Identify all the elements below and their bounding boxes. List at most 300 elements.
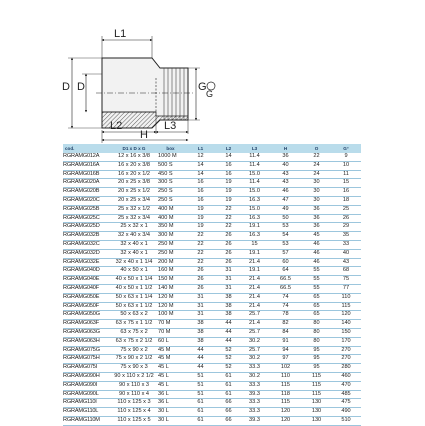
table-cell: 68 bbox=[331, 267, 361, 276]
table-cell: 14 bbox=[217, 153, 240, 161]
table-cell: 22 bbox=[217, 214, 240, 223]
table-cell: 80 bbox=[302, 337, 331, 346]
table-cell: 49 bbox=[269, 205, 302, 214]
table-cell: 30.2 bbox=[240, 372, 269, 381]
product-code-cell: RGRAMG050E bbox=[63, 293, 111, 302]
table-cell: 16 bbox=[184, 196, 217, 205]
product-code-cell: RGRAMG025B bbox=[63, 205, 111, 214]
table-cell: 45 L bbox=[157, 381, 184, 390]
table-row bbox=[63, 355, 361, 364]
table-cell: 55 bbox=[302, 284, 331, 293]
table-cell: 47 bbox=[269, 196, 302, 205]
table-cell: 250 M bbox=[157, 249, 184, 258]
table-cell: 57 bbox=[269, 249, 302, 258]
column-header: G° bbox=[331, 144, 361, 153]
table-cell: 38 bbox=[217, 311, 240, 320]
table-cell: 84 bbox=[269, 328, 302, 337]
table-cell: 19 bbox=[217, 188, 240, 197]
table-cell: 11.4 bbox=[240, 153, 269, 161]
table-cell: 25 x 32 x 3/4 bbox=[111, 214, 157, 223]
table-cell: 75 x 90 x 2 1/2 bbox=[111, 355, 157, 364]
table-cell: 36 bbox=[302, 205, 331, 214]
table-cell: 45 bbox=[302, 232, 331, 241]
table-cell: 120 M bbox=[157, 293, 184, 302]
table-cell: 22 bbox=[217, 205, 240, 214]
table-cell: 118 bbox=[269, 390, 302, 399]
table-cell: 15.0 bbox=[240, 188, 269, 197]
column-header: D1 x D x G bbox=[111, 144, 157, 153]
table-cell: 20 x 25 x 3/4 bbox=[111, 196, 157, 205]
table-cell: 16 x 20 x 3/8 bbox=[111, 161, 157, 170]
product-code-cell: RGRAMG063G bbox=[63, 328, 111, 337]
table-row bbox=[63, 293, 361, 302]
table-cell: 33.3 bbox=[240, 381, 269, 390]
table-row bbox=[63, 381, 361, 390]
table-cell: 36 bbox=[269, 153, 302, 161]
table-cell: 63 x 75 x 1 1/2 bbox=[111, 320, 157, 329]
table-cell: 80 bbox=[302, 320, 331, 329]
table-cell: 45 L bbox=[157, 364, 184, 373]
table-cell: 16 bbox=[217, 170, 240, 179]
table-cell: 25 x 32 x 1 bbox=[111, 223, 157, 232]
table-cell: 350 M bbox=[157, 223, 184, 232]
table-cell: 16 bbox=[184, 179, 217, 188]
table-cell: 95 bbox=[302, 346, 331, 355]
label-d-outer: D bbox=[62, 81, 70, 93]
table-cell: 31 bbox=[184, 302, 217, 311]
table-cell: 102 bbox=[269, 364, 302, 373]
table-cell: 61 bbox=[184, 416, 217, 425]
table-cell: 115 bbox=[302, 372, 331, 381]
table-cell: 110 bbox=[269, 372, 302, 381]
table-cell: 26 bbox=[184, 284, 217, 293]
table-cell: 14 bbox=[184, 161, 217, 170]
table-row bbox=[63, 364, 361, 373]
table-cell: 130 bbox=[302, 408, 331, 417]
table-cell: 44 bbox=[184, 346, 217, 355]
table-cell: 78 bbox=[269, 311, 302, 320]
table-cell: 38 bbox=[184, 328, 217, 337]
table-cell: 130 bbox=[302, 416, 331, 425]
table-cell: 66.5 bbox=[269, 276, 302, 285]
table-cell: 51 bbox=[184, 372, 217, 381]
table-cell: 10 bbox=[331, 161, 361, 170]
table-cell: 53 bbox=[269, 240, 302, 249]
table-cell: 110 x 125 x 5 bbox=[111, 416, 157, 425]
table-cell: 33 bbox=[331, 240, 361, 249]
table-cell: 21.4 bbox=[240, 320, 269, 329]
table-cell: 53 bbox=[269, 223, 302, 232]
table-cell: 115 bbox=[331, 302, 361, 311]
table-cell: 110 x 125 x 4 bbox=[111, 408, 157, 417]
table-cell: 80 bbox=[302, 328, 331, 337]
product-code-cell: RGRAMG032C bbox=[63, 240, 111, 249]
table-cell: 16.3 bbox=[240, 232, 269, 241]
table-cell: 32 x 40 x 1 1/4 bbox=[111, 258, 157, 267]
table-cell: 490 bbox=[331, 408, 361, 417]
table-cell: 450 S bbox=[157, 170, 184, 179]
product-code-cell: RGRAMG110L bbox=[63, 408, 111, 417]
table-cell: 9 bbox=[331, 153, 361, 161]
table-row bbox=[63, 196, 361, 205]
table-cell: 115 bbox=[302, 381, 331, 390]
table-cell: 14 bbox=[184, 170, 217, 179]
table-cell: 115 bbox=[302, 390, 331, 399]
table-cell: 55 bbox=[302, 276, 331, 285]
table-cell: 12 x 16 x 3/8 bbox=[111, 153, 157, 161]
table-cell: 25 x 32 x 1/2 bbox=[111, 205, 157, 214]
product-code-cell: RGRAMG063F bbox=[63, 320, 111, 329]
table-cell: 26 bbox=[217, 249, 240, 258]
table-cell: 475 bbox=[331, 399, 361, 408]
table-cell: 15 bbox=[240, 240, 269, 249]
label-l1: L1 bbox=[114, 28, 127, 40]
table-cell: 19.1 bbox=[240, 223, 269, 232]
table-cell: 70 M bbox=[157, 320, 184, 329]
table-cell: 52 bbox=[217, 346, 240, 355]
table-row bbox=[63, 408, 361, 417]
table-cell: 19 bbox=[217, 179, 240, 188]
table-cell: 33.3 bbox=[240, 399, 269, 408]
column-header: L2 bbox=[217, 144, 240, 153]
table-cell: 52 bbox=[217, 364, 240, 373]
table-row bbox=[63, 188, 361, 197]
table-cell: 30 L bbox=[157, 408, 184, 417]
table-cell: 95 bbox=[302, 355, 331, 364]
table-cell: 44 bbox=[217, 337, 240, 346]
table-cell: 30 bbox=[302, 179, 331, 188]
table-cell: 44 bbox=[184, 364, 217, 373]
table-cell: 25.7 bbox=[240, 328, 269, 337]
product-code-cell: RGRAMG032E bbox=[63, 258, 111, 267]
table-cell: 65 bbox=[302, 302, 331, 311]
table-cell: 485 bbox=[331, 390, 361, 399]
product-code-cell: RGRAMG032B bbox=[63, 232, 111, 241]
table-row bbox=[63, 416, 361, 425]
table-row bbox=[63, 258, 361, 267]
table-cell: 26 bbox=[217, 258, 240, 267]
table-cell: 30 bbox=[302, 196, 331, 205]
product-code-cell: RGRAMG075G bbox=[63, 346, 111, 355]
table-cell: 24 bbox=[302, 161, 331, 170]
product-code-cell: RGRAMG090I bbox=[63, 381, 111, 390]
product-code-cell: RGRAMG016B bbox=[63, 170, 111, 179]
table-row bbox=[63, 372, 361, 381]
label-g-circle: G bbox=[206, 89, 214, 99]
table-cell: 43 bbox=[331, 258, 361, 267]
product-code-cell: RGRAMG040E bbox=[63, 276, 111, 285]
table-cell: 22 bbox=[184, 232, 217, 241]
table-cell: 40 bbox=[269, 161, 302, 170]
table-cell: 65 bbox=[302, 293, 331, 302]
table-cell: 43 bbox=[269, 170, 302, 179]
table-cell: 16 bbox=[217, 161, 240, 170]
table-cell: 20 x 25 x 3/8 bbox=[111, 179, 157, 188]
table-cell: 15.0 bbox=[240, 170, 269, 179]
table-cell: 21.4 bbox=[240, 293, 269, 302]
table-cell: 30.2 bbox=[240, 337, 269, 346]
table-cell: 21.4 bbox=[240, 284, 269, 293]
column-header: L1 bbox=[184, 144, 217, 153]
table-cell: 50 x 63 x 2 bbox=[111, 311, 157, 320]
table-row bbox=[63, 302, 361, 311]
table-cell: 19.1 bbox=[240, 249, 269, 258]
table-cell: 40 x 50 x 1 bbox=[111, 267, 157, 276]
table-row bbox=[63, 232, 361, 241]
table-cell: 32 x 40 x 1 bbox=[111, 249, 157, 258]
table-cell: 21.4 bbox=[240, 302, 269, 311]
table-cell: 115 bbox=[269, 399, 302, 408]
table-row bbox=[63, 179, 361, 188]
table-cell: 33.3 bbox=[240, 364, 269, 373]
table-cell: 75 x 90 x 2 bbox=[111, 346, 157, 355]
product-code-cell: RGRAMG040F bbox=[63, 284, 111, 293]
table-cell: 66.5 bbox=[269, 284, 302, 293]
table-cell: 31 bbox=[217, 276, 240, 285]
table-cell: 170 bbox=[331, 337, 361, 346]
table-cell: 19 bbox=[184, 205, 217, 214]
table-cell: 24 bbox=[302, 170, 331, 179]
product-code-cell: RGRAMG075I bbox=[63, 364, 111, 373]
table-cell: 43 bbox=[269, 179, 302, 188]
table-cell: 19 bbox=[184, 223, 217, 232]
product-code-cell: RGRAMG050G bbox=[63, 311, 111, 320]
table-cell: 91 bbox=[269, 337, 302, 346]
table-cell: 54 bbox=[269, 232, 302, 241]
table-cell: 45 M bbox=[157, 355, 184, 364]
table-row bbox=[63, 205, 361, 214]
table-cell: 82 bbox=[269, 320, 302, 329]
table-cell: 22 bbox=[184, 258, 217, 267]
table-cell: 470 bbox=[331, 381, 361, 390]
table-cell: 97 bbox=[269, 355, 302, 364]
table-cell: 36 L bbox=[157, 390, 184, 399]
table-cell: 38 bbox=[184, 337, 217, 346]
product-code-cell: RGRAMG040D bbox=[63, 267, 111, 276]
table-cell: 30 L bbox=[157, 416, 184, 425]
table-cell: 31 bbox=[184, 311, 217, 320]
table-cell: 26 bbox=[184, 267, 217, 276]
table-cell: 64 bbox=[269, 267, 302, 276]
table-row bbox=[63, 399, 361, 408]
table-cell: 1000 M bbox=[157, 153, 184, 161]
table-row bbox=[63, 161, 361, 170]
product-code-cell: RGRAMG032D bbox=[63, 249, 111, 258]
table-cell: 66 bbox=[217, 408, 240, 417]
column-header: cod. bbox=[63, 144, 111, 153]
table-row bbox=[63, 337, 361, 346]
product-code-cell: RGRAMG110I bbox=[63, 399, 111, 408]
table-cell: 50 bbox=[269, 214, 302, 223]
table-cell: 66 bbox=[217, 416, 240, 425]
table-row bbox=[63, 214, 361, 223]
label-g: G bbox=[198, 81, 207, 93]
table-cell: 16.3 bbox=[240, 196, 269, 205]
table-cell: 90 x 110 x 4 bbox=[111, 390, 157, 399]
table-cell: 75 bbox=[331, 276, 361, 285]
table-cell: 60 L bbox=[157, 337, 184, 346]
table-cell: 66 bbox=[217, 399, 240, 408]
table-cell: 160 M bbox=[157, 267, 184, 276]
table-cell: 38 bbox=[217, 293, 240, 302]
table-cell: 36 bbox=[302, 214, 331, 223]
column-header: box bbox=[157, 144, 184, 153]
table-cell: 250 M bbox=[157, 240, 184, 249]
table-cell: 22 bbox=[184, 240, 217, 249]
table-header bbox=[63, 144, 361, 153]
table-cell: 100 M bbox=[157, 311, 184, 320]
table-row bbox=[63, 249, 361, 258]
product-code-cell: RGRAMG075H bbox=[63, 355, 111, 364]
table-cell: 77 bbox=[331, 284, 361, 293]
product-code-cell: RGRAMG110M bbox=[63, 416, 111, 425]
column-header: L3 bbox=[240, 144, 269, 153]
table-cell: 460 bbox=[331, 372, 361, 381]
label-l3: L3 bbox=[164, 120, 177, 132]
table-cell: 46 bbox=[302, 240, 331, 249]
product-code-cell: RGRAMG090L bbox=[63, 390, 111, 399]
table-cell: 44 bbox=[217, 320, 240, 329]
table-cell: 250 S bbox=[157, 188, 184, 197]
table-cell: 19 bbox=[184, 214, 217, 223]
table-cell: 12 bbox=[184, 153, 217, 161]
table-cell: 21.4 bbox=[240, 276, 269, 285]
table-cell: 120 bbox=[269, 408, 302, 417]
table-cell: 250 S bbox=[157, 196, 184, 205]
table-cell: 280 bbox=[331, 364, 361, 373]
table-cell: 110 bbox=[331, 293, 361, 302]
table-cell: 32 x 40 x 3/4 bbox=[111, 232, 157, 241]
table-cell: 90 x 110 x 3 bbox=[111, 381, 157, 390]
product-code-cell: RGRAMG050F bbox=[63, 302, 111, 311]
column-header: H bbox=[269, 144, 302, 153]
table-cell: 400 M bbox=[157, 205, 184, 214]
table-cell: 44 bbox=[184, 355, 217, 364]
table-row bbox=[63, 320, 361, 329]
product-code-cell: RGRAMG016A bbox=[63, 161, 111, 170]
table-cell: 50 x 63 x 1 1/4 bbox=[111, 293, 157, 302]
product-code-cell: RGRAMG020B bbox=[63, 188, 111, 197]
table-cell: 74 bbox=[269, 302, 302, 311]
table-cell: 25.7 bbox=[240, 311, 269, 320]
table-cell: 30.2 bbox=[240, 355, 269, 364]
table-cell: 31 bbox=[217, 267, 240, 276]
table-row bbox=[63, 276, 361, 285]
product-code-cell: RGRAMG020A bbox=[63, 179, 111, 188]
table-cell: 16 bbox=[184, 188, 217, 197]
table-cell: 38 bbox=[217, 302, 240, 311]
table-cell: 15.0 bbox=[240, 205, 269, 214]
column-header: O bbox=[302, 144, 331, 153]
table-cell: 44 bbox=[217, 328, 240, 337]
table-cell: 300 S bbox=[157, 179, 184, 188]
table-cell: 32 x 40 x 1 bbox=[111, 240, 157, 249]
table-cell: 61 bbox=[217, 390, 240, 399]
table-cell: 300 M bbox=[157, 232, 184, 241]
table-cell: 40 x 50 x 1 1/2 bbox=[111, 284, 157, 293]
table-cell: 11.4 bbox=[240, 161, 269, 170]
table-row bbox=[63, 240, 361, 249]
table-cell: 140 M bbox=[157, 284, 184, 293]
table-cell: 52 bbox=[217, 355, 240, 364]
table-cell: 36 bbox=[302, 223, 331, 232]
table-row bbox=[63, 328, 361, 337]
table-cell: 46 bbox=[302, 258, 331, 267]
table-cell: 61 bbox=[184, 399, 217, 408]
table-cell: 500 S bbox=[157, 161, 184, 170]
table-cell: 130 bbox=[302, 399, 331, 408]
product-code-cell: RGRAMG020C bbox=[63, 196, 111, 205]
table-row bbox=[63, 170, 361, 179]
table-cell: 94 bbox=[269, 346, 302, 355]
table-cell: 26 bbox=[217, 232, 240, 241]
dimensions-table bbox=[63, 144, 361, 426]
table-cell: 29 bbox=[331, 223, 361, 232]
table-cell: 270 bbox=[331, 355, 361, 364]
table-cell: 510 bbox=[331, 416, 361, 425]
table-cell: 19.1 bbox=[240, 267, 269, 276]
table-cell: 40 x 50 x 1 1/4 bbox=[111, 276, 157, 285]
product-code-cell: RGRAMG063H bbox=[63, 337, 111, 346]
table-cell: 26 bbox=[331, 214, 361, 223]
table-cell: 45 M bbox=[157, 346, 184, 355]
table-cell: 22 bbox=[217, 223, 240, 232]
table-cell: 26 bbox=[217, 240, 240, 249]
table-cell: 120 bbox=[269, 416, 302, 425]
table-cell: 38 bbox=[184, 320, 217, 329]
table-cell: 11.4 bbox=[240, 179, 269, 188]
table-cell: 120 bbox=[331, 311, 361, 320]
table-cell: 40 bbox=[331, 249, 361, 258]
table-cell: 51 bbox=[184, 390, 217, 399]
table-body bbox=[63, 153, 361, 425]
table-cell: 46 bbox=[302, 249, 331, 258]
table-cell: 50 x 63 x 1 1/2 bbox=[111, 302, 157, 311]
label-d-inner: D bbox=[77, 81, 85, 93]
table-cell: 60 bbox=[269, 258, 302, 267]
table-cell: 95 bbox=[302, 364, 331, 373]
table-cell: 61 bbox=[184, 408, 217, 417]
table-cell: 110 x 125 x 3 bbox=[111, 399, 157, 408]
product-code-cell: RGRAMG012A bbox=[63, 153, 111, 161]
table-cell: 25 bbox=[331, 205, 361, 214]
table-row bbox=[63, 267, 361, 276]
table-cell: 61 bbox=[217, 381, 240, 390]
table-cell: 75 x 90 x 3 bbox=[111, 364, 157, 373]
table-cell: 115 bbox=[269, 381, 302, 390]
table-cell: 65 bbox=[302, 311, 331, 320]
table-cell: 25.7 bbox=[240, 346, 269, 355]
table-cell: 120 M bbox=[157, 302, 184, 311]
table-cell: 63 x 75 x 2 bbox=[111, 328, 157, 337]
table-cell: 22 bbox=[184, 249, 217, 258]
table-cell: 20 x 25 x 1/2 bbox=[111, 188, 157, 197]
table-cell: 19 bbox=[217, 196, 240, 205]
table-cell: 22 bbox=[302, 153, 331, 161]
table-cell: 90 x 110 x 2 1/2 bbox=[111, 372, 157, 381]
table-cell: 11 bbox=[331, 170, 361, 179]
table-cell: 200 M bbox=[157, 258, 184, 267]
table-cell: 39.3 bbox=[240, 416, 269, 425]
product-code-cell: RGRAMG090H bbox=[63, 372, 111, 381]
table-cell: 51 bbox=[184, 381, 217, 390]
table-cell: 16 x 20 x 1/2 bbox=[111, 170, 157, 179]
table-cell: 16 bbox=[331, 188, 361, 197]
label-l2: L2 bbox=[110, 120, 123, 132]
table-cell: 15 bbox=[331, 179, 361, 188]
table-cell: 21.4 bbox=[240, 258, 269, 267]
table-cell: 36 L bbox=[157, 399, 184, 408]
